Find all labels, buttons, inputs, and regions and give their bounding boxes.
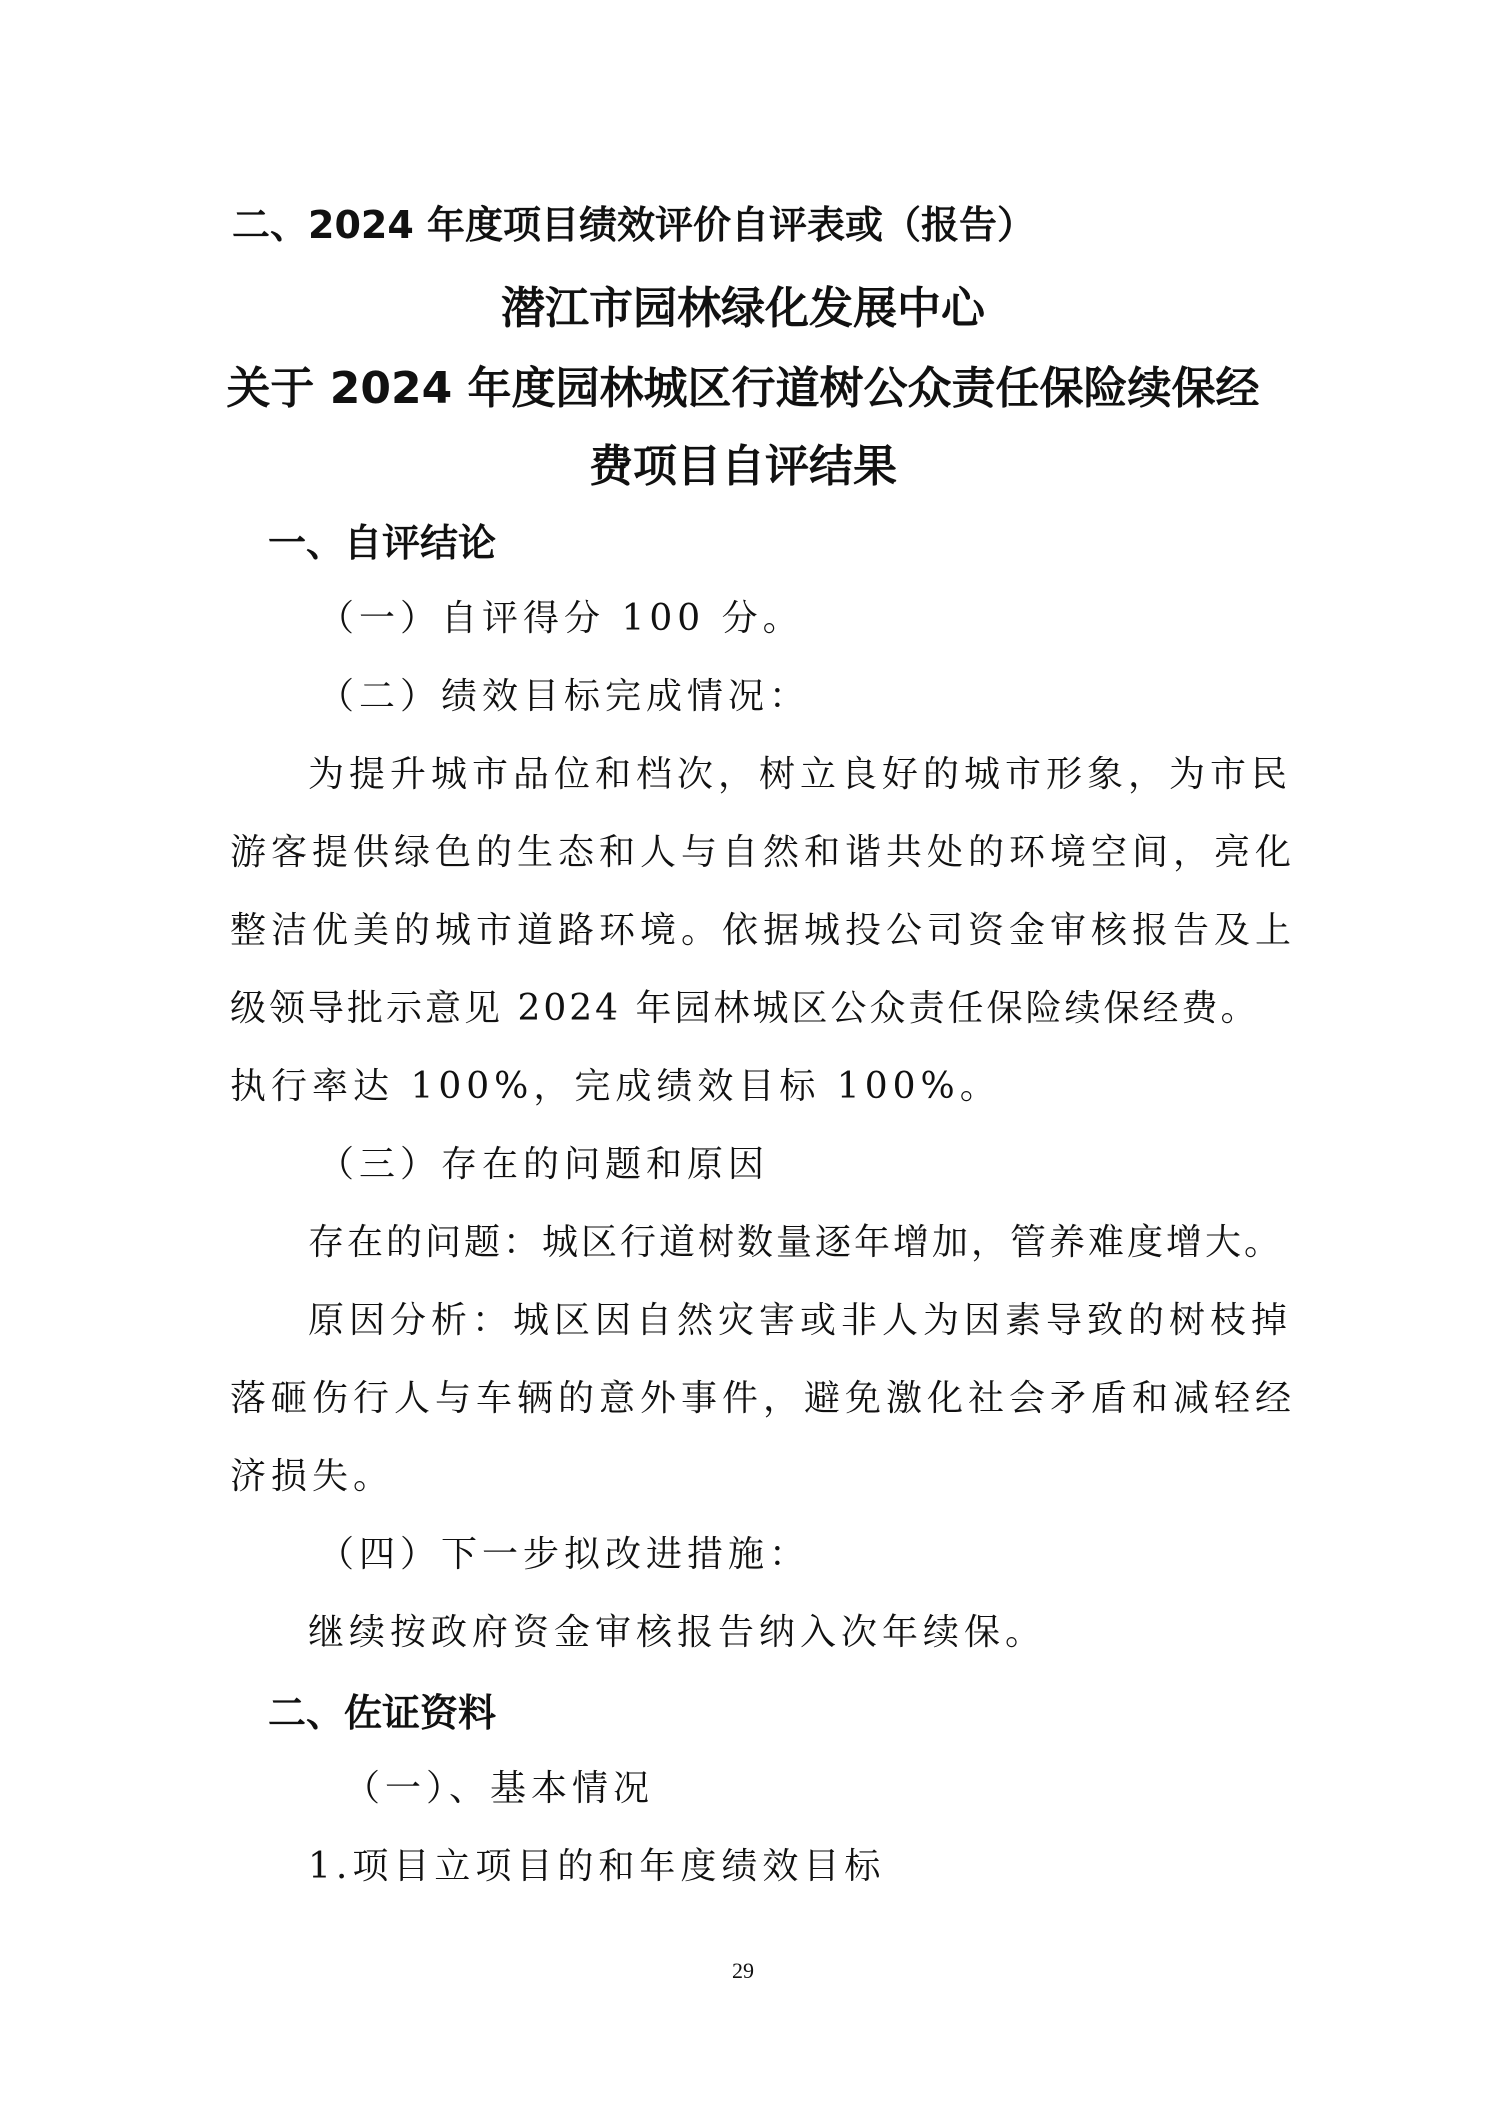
item-1-heading: 1.项目立项目的和年度绩效目标 <box>308 1846 886 1887</box>
cause-line-2: 落砸伤行人与车辆的意外事件，避免激化社会矛盾和减轻经 <box>230 1378 1297 1419</box>
document-title-line-1: 潜江市园林绿化发展中心 <box>501 283 985 334</box>
next-step-heading: （四）下一步拟改进措施： <box>318 1534 811 1575</box>
section-heading: 二、2024 年度项目绩效评价自评表或（报告） <box>232 203 1035 247</box>
goal-line-5: 执行率达 100%，完成绩效目标 100%。 <box>230 1066 1001 1107</box>
cause-line-3: 济损失。 <box>230 1456 395 1497</box>
cause-line-1: 原因分析：城区因自然灾害或非人为因素导致的树枝掉 <box>308 1300 1293 1341</box>
problem-line: 存在的问题：城区行道树数量逐年增加，管养难度增大。 <box>308 1222 1284 1263</box>
page-number: 29 <box>732 1958 754 1983</box>
part2-heading: 二、佐证资料 <box>268 1691 497 1735</box>
goal-line-1: 为提升城市品位和档次，树立良好的城市形象，为市民 <box>308 754 1293 795</box>
part1-heading: 一、自评结论 <box>268 521 497 565</box>
document-title-line-2: 关于 2024 年度园林城区行道树公众责任保险续保经 <box>226 363 1260 414</box>
score-line: （一）自评得分 100 分。 <box>318 598 804 639</box>
goal-line-4: 级领导批示意见 2024 年园林城区公众责任保险续保经费。 <box>230 988 1260 1029</box>
next-step-line: 继续按政府资金审核报告纳入次年续保。 <box>308 1612 1047 1653</box>
basic-info-heading: （一）、基本情况 <box>344 1768 655 1809</box>
goal-heading: （二）绩效目标完成情况： <box>318 676 811 717</box>
document-title-line-3: 费项目自评结果 <box>589 441 897 492</box>
goal-line-3: 整洁优美的城市道路环境。依据城投公司资金审核报告及上 <box>230 910 1297 951</box>
goal-line-2: 游客提供绿色的生态和人与自然和谐共处的环境空间，亮化 <box>230 832 1297 873</box>
problem-heading: （三）存在的问题和原因 <box>318 1144 770 1185</box>
